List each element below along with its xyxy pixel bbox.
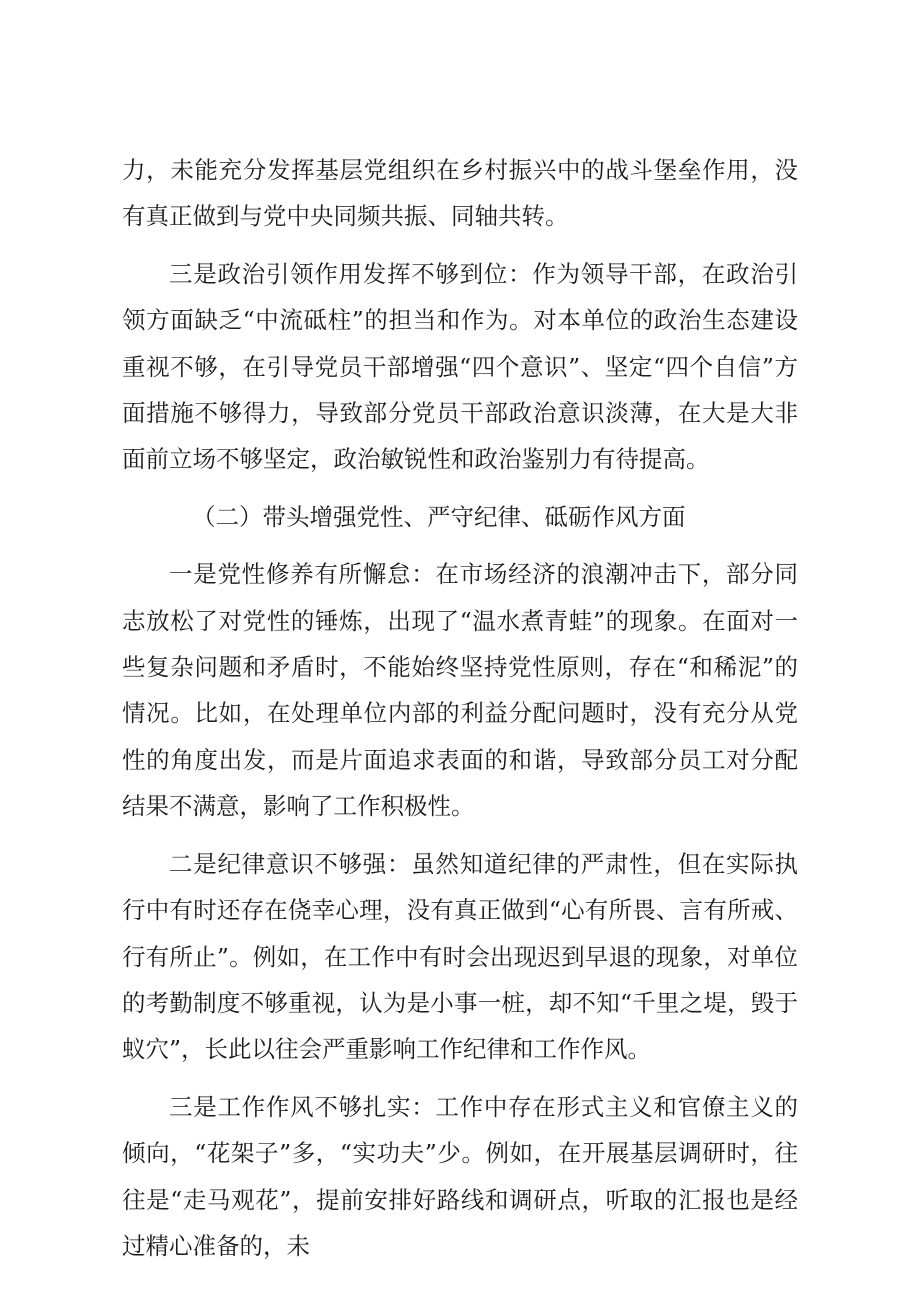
paragraph-political-leadership: 三是政治引领作用发挥不够到位：作为领导干部，在政治引领方面缺乏“中流砥柱”的担当和作为。对本单位的政治生态建设重视不够，在引导党员干部增强“四个意识”、坚定“四个自信”方面措施不够得力，导致部分党员干部政治意识淡薄，在大是大非面前立场不够坚定，政治敏锐性和政治鉴别力有待提高。 (122, 259, 798, 474)
section-heading: （二）带头增强党性、严守纪律、砥砺作风方面 (192, 502, 686, 531)
paragraph-continuation: 力，未能充分发挥基层党组织在乡村振兴中的战斗堡垒作用，没有真正做到与党中央同频共振、同轴共转。 (122, 156, 798, 231)
paragraph-discipline: 二是纪律意识不够强：虽然知道纪律的严肃性，但在实际执行中有时还存在侥幸心理，没有真正做到“心有所畏、言有所戒、行有所止”。例如，在工作中有时会出现迟到早退的现象，对单位的考勤制度不够重视，认为是小事一桩，却不知“千里之堤，毁于蚁穴”，长此以往会严重影响工作纪律和工作作风。 (122, 849, 798, 1064)
paragraph-party-spirit: 一是党性修养有所懈怠：在市场经济的浪潮冲击下，部分同志放松了对党性的锤炼，出现了“温水煮青蛙”的现象。在面对一些复杂问题和矛盾时，不能始终坚持党性原则，存在“和稀泥”的情况。比如，在处理单位内部的利益分配问题时，没有充分从党性的角度出发，而是片面追求表面的和谐，导致部分员工对分配结果不满意，影响了工作积极性。 (122, 560, 798, 821)
paragraph-work-style: 三是工作作风不够扎实：工作中存在形式主义和官僚主义的倾向，“花架子”多，“实功夫”少。例如，在开展基层调研时，往往是“走马观花”，提前安排好路线和调研点，听取的汇报也是经过精心准备的，未 (122, 1092, 798, 1260)
document-body (122, 147, 798, 1280)
